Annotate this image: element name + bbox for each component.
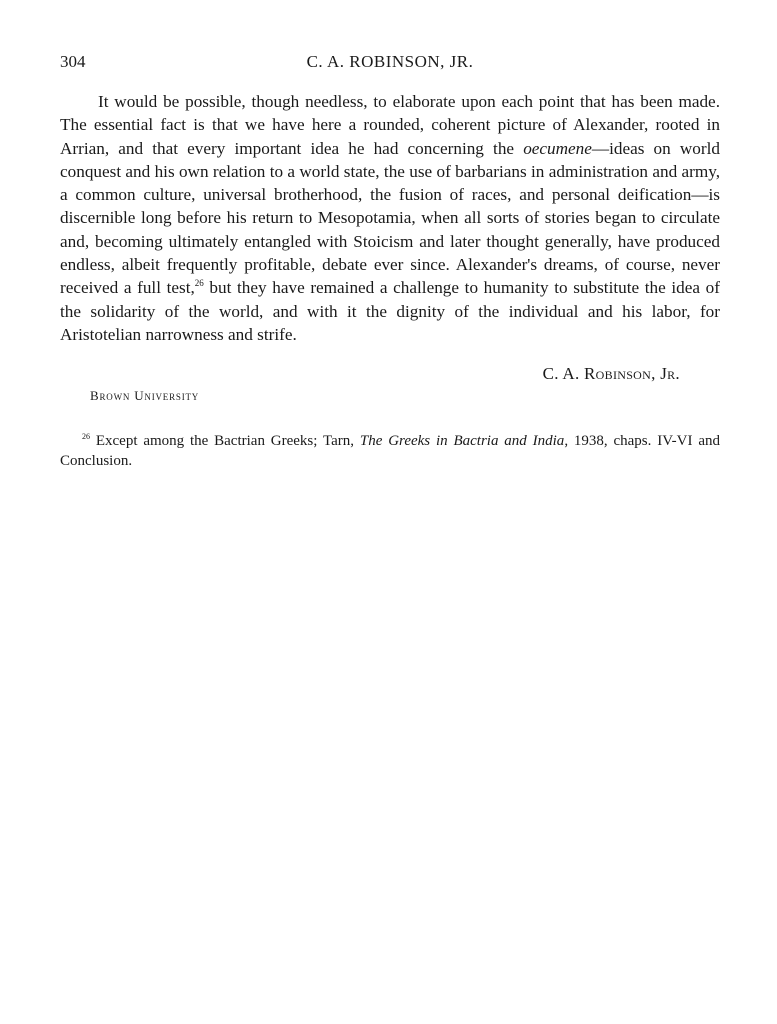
page-number: 304 (60, 52, 86, 71)
page (60, 50, 720, 486)
signature-author: C. A. Robinson, Jr. (542, 364, 680, 384)
body-text-part-1: It would be possible, though needless, to elaborate upon each point that has been made. The essential fact is that we have here a rounded, coherent picture of Alexander, rooted in Arrian, and that every important idea he had concerning the (60, 92, 720, 158)
body-text-part-3: but they have remained a challenge to humanity to substitute the idea of the solidarity of the world, and with it the dignity of the individual and his labor, for Aristotelian narrowness and strife. (60, 278, 720, 344)
footnote-reference[interactable]: 26 (194, 278, 204, 289)
body-paragraph (60, 90, 720, 346)
running-head (60, 50, 720, 74)
running-title: C. A. ROBINSON, JR. (306, 52, 474, 71)
body-emphasis-oecumene: oecumene (523, 138, 592, 158)
footnote-text-before: Except among the Bactrian Greeks; Tarn, (90, 433, 360, 450)
footnote-book-title: The Greeks in Bactria and India (359, 433, 565, 450)
body-text-part-2: —ideas on world conquest and his own relation to a world state, the use of barbarians in administration and army, a common culture, universal brotherhood, the fusion of races, and personal deification—is discernible long before his return to Mesopotamia, when all sorts of stories began to circulate and, becoming ultimately entangled with Stoicism and later thought generally, have produced endless, albeit frequently profitable, debate ever since. Alexander's dreams, of course, never received a full test, (60, 138, 720, 298)
signature-affiliation: Brown University (90, 388, 200, 404)
footnote (60, 431, 720, 471)
footnote-text-after: , 1938, chaps. IV-VI and Conclusion. (60, 433, 720, 470)
footnote-marker: 26 (82, 432, 90, 442)
